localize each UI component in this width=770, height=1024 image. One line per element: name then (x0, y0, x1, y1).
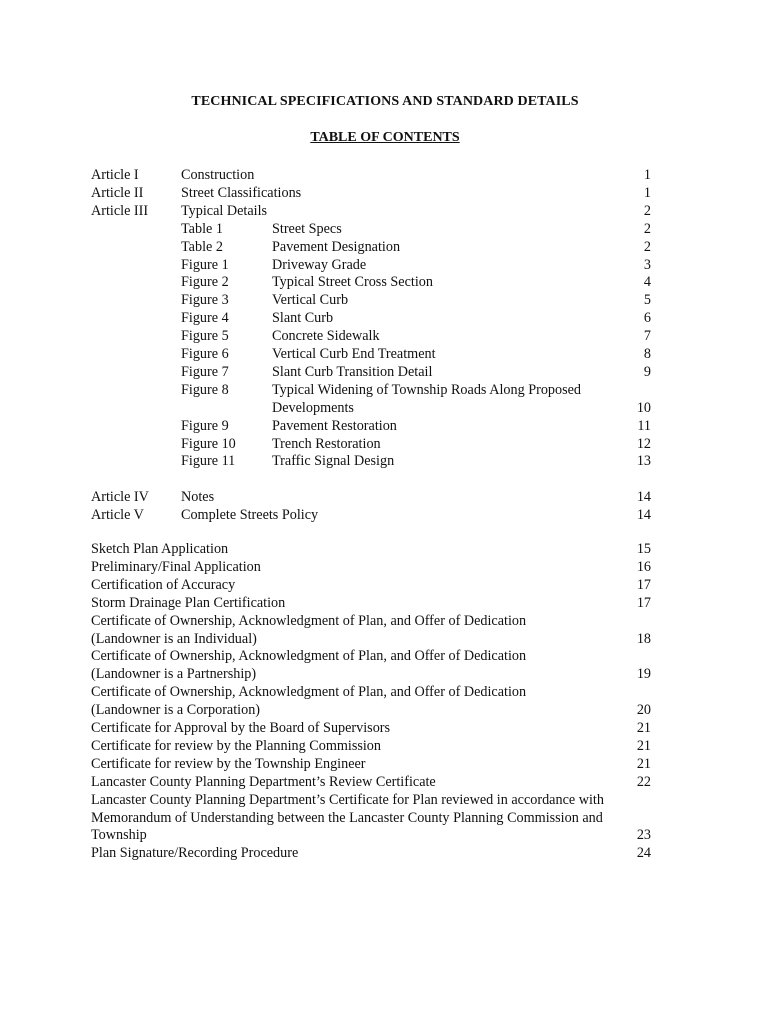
toc-page-number: 4 (643, 274, 651, 291)
cert-entry-title: Preliminary/Final Application (91, 558, 261, 575)
cert-entry-title: Memorandum of Understanding between the Lancaster County Planning Commission and (91, 809, 603, 826)
cert-row (91, 594, 651, 612)
toc-entry-title: Traffic Signal Design (272, 453, 395, 470)
cert-page-number: 24 (636, 845, 651, 862)
cert-page-number: 23 (636, 827, 651, 844)
toc-page-number: 3 (643, 256, 651, 273)
cert-entry-title: Certificate of Ownership, Acknowledgment of Plan, and Offer of Dedication (91, 612, 527, 629)
toc-row (91, 238, 651, 256)
cert-entry-title: Certificate of Ownership, Acknowledgment of Plan, and Offer of Dedication (91, 684, 527, 701)
cert-row (91, 826, 651, 844)
cert-row (91, 647, 651, 665)
toc-entry-label: Table 1 (181, 220, 223, 237)
toc-heading: TABLE OF CONTENTS (310, 130, 460, 145)
toc-page-number: 1 (643, 167, 651, 183)
cert-entry-title: Township (91, 827, 147, 844)
cert-page-number: 17 (636, 576, 651, 593)
toc-page-number: 11 (637, 417, 651, 434)
cert-entry-title: (Landowner is a Corporation) (91, 702, 261, 719)
cert-page-number: 21 (636, 755, 651, 772)
toc-entry-label: Figure 11 (181, 453, 236, 470)
toc-entry-title: Typical Street Cross Section (272, 274, 433, 291)
toc-entry-label: Typical Details (181, 202, 268, 219)
cert-row (91, 558, 651, 576)
toc-article: Article I (91, 167, 139, 183)
toc-row (91, 273, 651, 291)
toc-page-number: 2 (643, 220, 651, 237)
cert-entry-title: Lancaster County Planning Department’s Review Certificate (91, 773, 436, 790)
cert-entry-title: Lancaster County Planning Department’s Certificate for Plan reviewed in accordance with (91, 791, 604, 808)
toc-entry-label: Figure 2 (181, 274, 229, 291)
toc-entry-title: Driveway Grade (272, 256, 367, 273)
cert-page-number: 21 (636, 737, 651, 754)
cert-page-number: 15 (636, 541, 651, 557)
cert-entry-title: Certificate for Approval by the Board of Supervisors (91, 720, 391, 736)
cert-row (91, 791, 651, 809)
cert-row (91, 755, 651, 773)
cert-row (91, 737, 651, 755)
toc-row (91, 452, 651, 470)
toc-row (91, 363, 651, 381)
cert-entry-title: Storm Drainage Plan Certification (91, 594, 286, 611)
toc-entry-label: Table 2 (181, 238, 223, 255)
cert-entry-title: Plan Signature/Recording Procedure (91, 845, 299, 862)
cert-entry-title: Certificate for review by the Planning Commission (91, 737, 381, 754)
cert-page-number: 22 (636, 773, 651, 790)
toc-row (91, 506, 651, 524)
toc-entry-label: Figure 7 (181, 363, 229, 380)
toc-page-number: 2 (643, 202, 651, 219)
toc-entry-title: Street Specs (272, 220, 342, 237)
toc-entry-title: Typical Widening of Township Roads Along Proposed (272, 381, 582, 398)
toc-row (91, 417, 651, 435)
cert-page-number: 18 (636, 630, 651, 647)
cert-entry-title: (Landowner is an Individual) (91, 630, 257, 647)
toc-page-number: 5 (643, 292, 651, 309)
toc-row (91, 309, 651, 327)
toc-row (91, 399, 651, 417)
toc-row (91, 488, 651, 506)
toc-entry-title: Trench Restoration (272, 435, 381, 452)
cert-row (91, 773, 651, 791)
toc-row (91, 327, 651, 345)
toc-entry-label: Figure 5 (181, 328, 229, 345)
cert-row (91, 719, 651, 737)
cert-row (91, 612, 651, 630)
cert-row (91, 701, 651, 719)
toc-row (91, 202, 651, 220)
cert-page-number: 21 (636, 720, 651, 736)
cert-row (91, 683, 651, 701)
cert-entry-title: Certificate of Ownership, Acknowledgment of Plan, and Offer of Dedication (91, 648, 527, 665)
toc-article: Article III (91, 202, 149, 219)
document-title: TECHNICAL SPECIFICATIONS AND STANDARD DETAILS (191, 94, 579, 109)
toc-page-number: 14 (636, 507, 651, 524)
cert-row (91, 809, 651, 827)
toc-page-number: 7 (643, 328, 651, 345)
toc-entry-title: Vertical Curb (272, 292, 349, 309)
toc-row (91, 291, 651, 309)
toc-entry-label: Figure 4 (181, 310, 229, 327)
cert-entry-title: Certificate for review by the Township Engineer (91, 755, 366, 772)
toc-row (91, 435, 651, 453)
cert-page-number: 20 (636, 702, 651, 719)
toc-row (91, 220, 651, 238)
toc-page-number: 2 (643, 238, 651, 255)
toc-entry-title: Developments (272, 399, 354, 416)
toc-entry-label: Figure 8 (181, 381, 229, 398)
cert-row (91, 630, 651, 648)
toc-article: Article II (91, 184, 144, 201)
toc-entry-label: Construction (181, 167, 255, 183)
cert-row (91, 576, 651, 594)
toc-row (91, 166, 651, 184)
toc-entry-title: Pavement Designation (272, 238, 401, 255)
toc-row (91, 345, 651, 363)
toc-entry-label: Street Classifications (181, 184, 302, 201)
toc-entry-label: Figure 9 (181, 417, 229, 434)
toc-entry-title: Vertical Curb End Treatment (272, 346, 436, 362)
toc-page-number: 13 (636, 453, 651, 470)
cert-entry-title: (Landowner is a Partnership) (91, 666, 257, 683)
toc-page-number: 1 (643, 184, 651, 201)
toc-row (91, 381, 651, 399)
toc-page-number: 10 (636, 399, 651, 416)
toc-row (91, 184, 651, 202)
toc-page-number: 14 (636, 489, 651, 506)
toc-entry-label: Figure 6 (181, 346, 229, 362)
toc-entry-title: Pavement Restoration (272, 417, 397, 434)
toc-page-number: 6 (643, 310, 651, 327)
toc-page-number: 9 (643, 363, 651, 380)
toc-entry-label: Complete Streets Policy (181, 507, 319, 524)
toc-row (91, 256, 651, 274)
cert-page-number: 16 (636, 558, 651, 575)
toc-entry-title: Concrete Sidewalk (272, 328, 380, 345)
toc-article: Article IV (91, 489, 149, 506)
toc-page-number: 12 (636, 435, 651, 452)
toc-entry-title: Slant Curb (272, 310, 334, 327)
cert-page-number: 19 (636, 666, 651, 683)
cert-row (91, 540, 651, 558)
toc-entry-label: Figure 10 (181, 435, 236, 452)
toc-entry-title: Slant Curb Transition Detail (272, 363, 433, 380)
toc-article: Article V (91, 507, 144, 524)
toc-entry-label: Figure 1 (181, 256, 229, 273)
toc-entry-label: Figure 3 (181, 292, 229, 309)
cert-entry-title: Sketch Plan Application (91, 541, 229, 557)
toc-page-number: 8 (643, 346, 651, 362)
cert-page-number: 17 (636, 594, 651, 611)
toc-entry-label: Notes (181, 489, 215, 506)
cert-row (91, 844, 651, 862)
cert-row (91, 665, 651, 683)
cert-entry-title: Certification of Accuracy (91, 576, 236, 593)
